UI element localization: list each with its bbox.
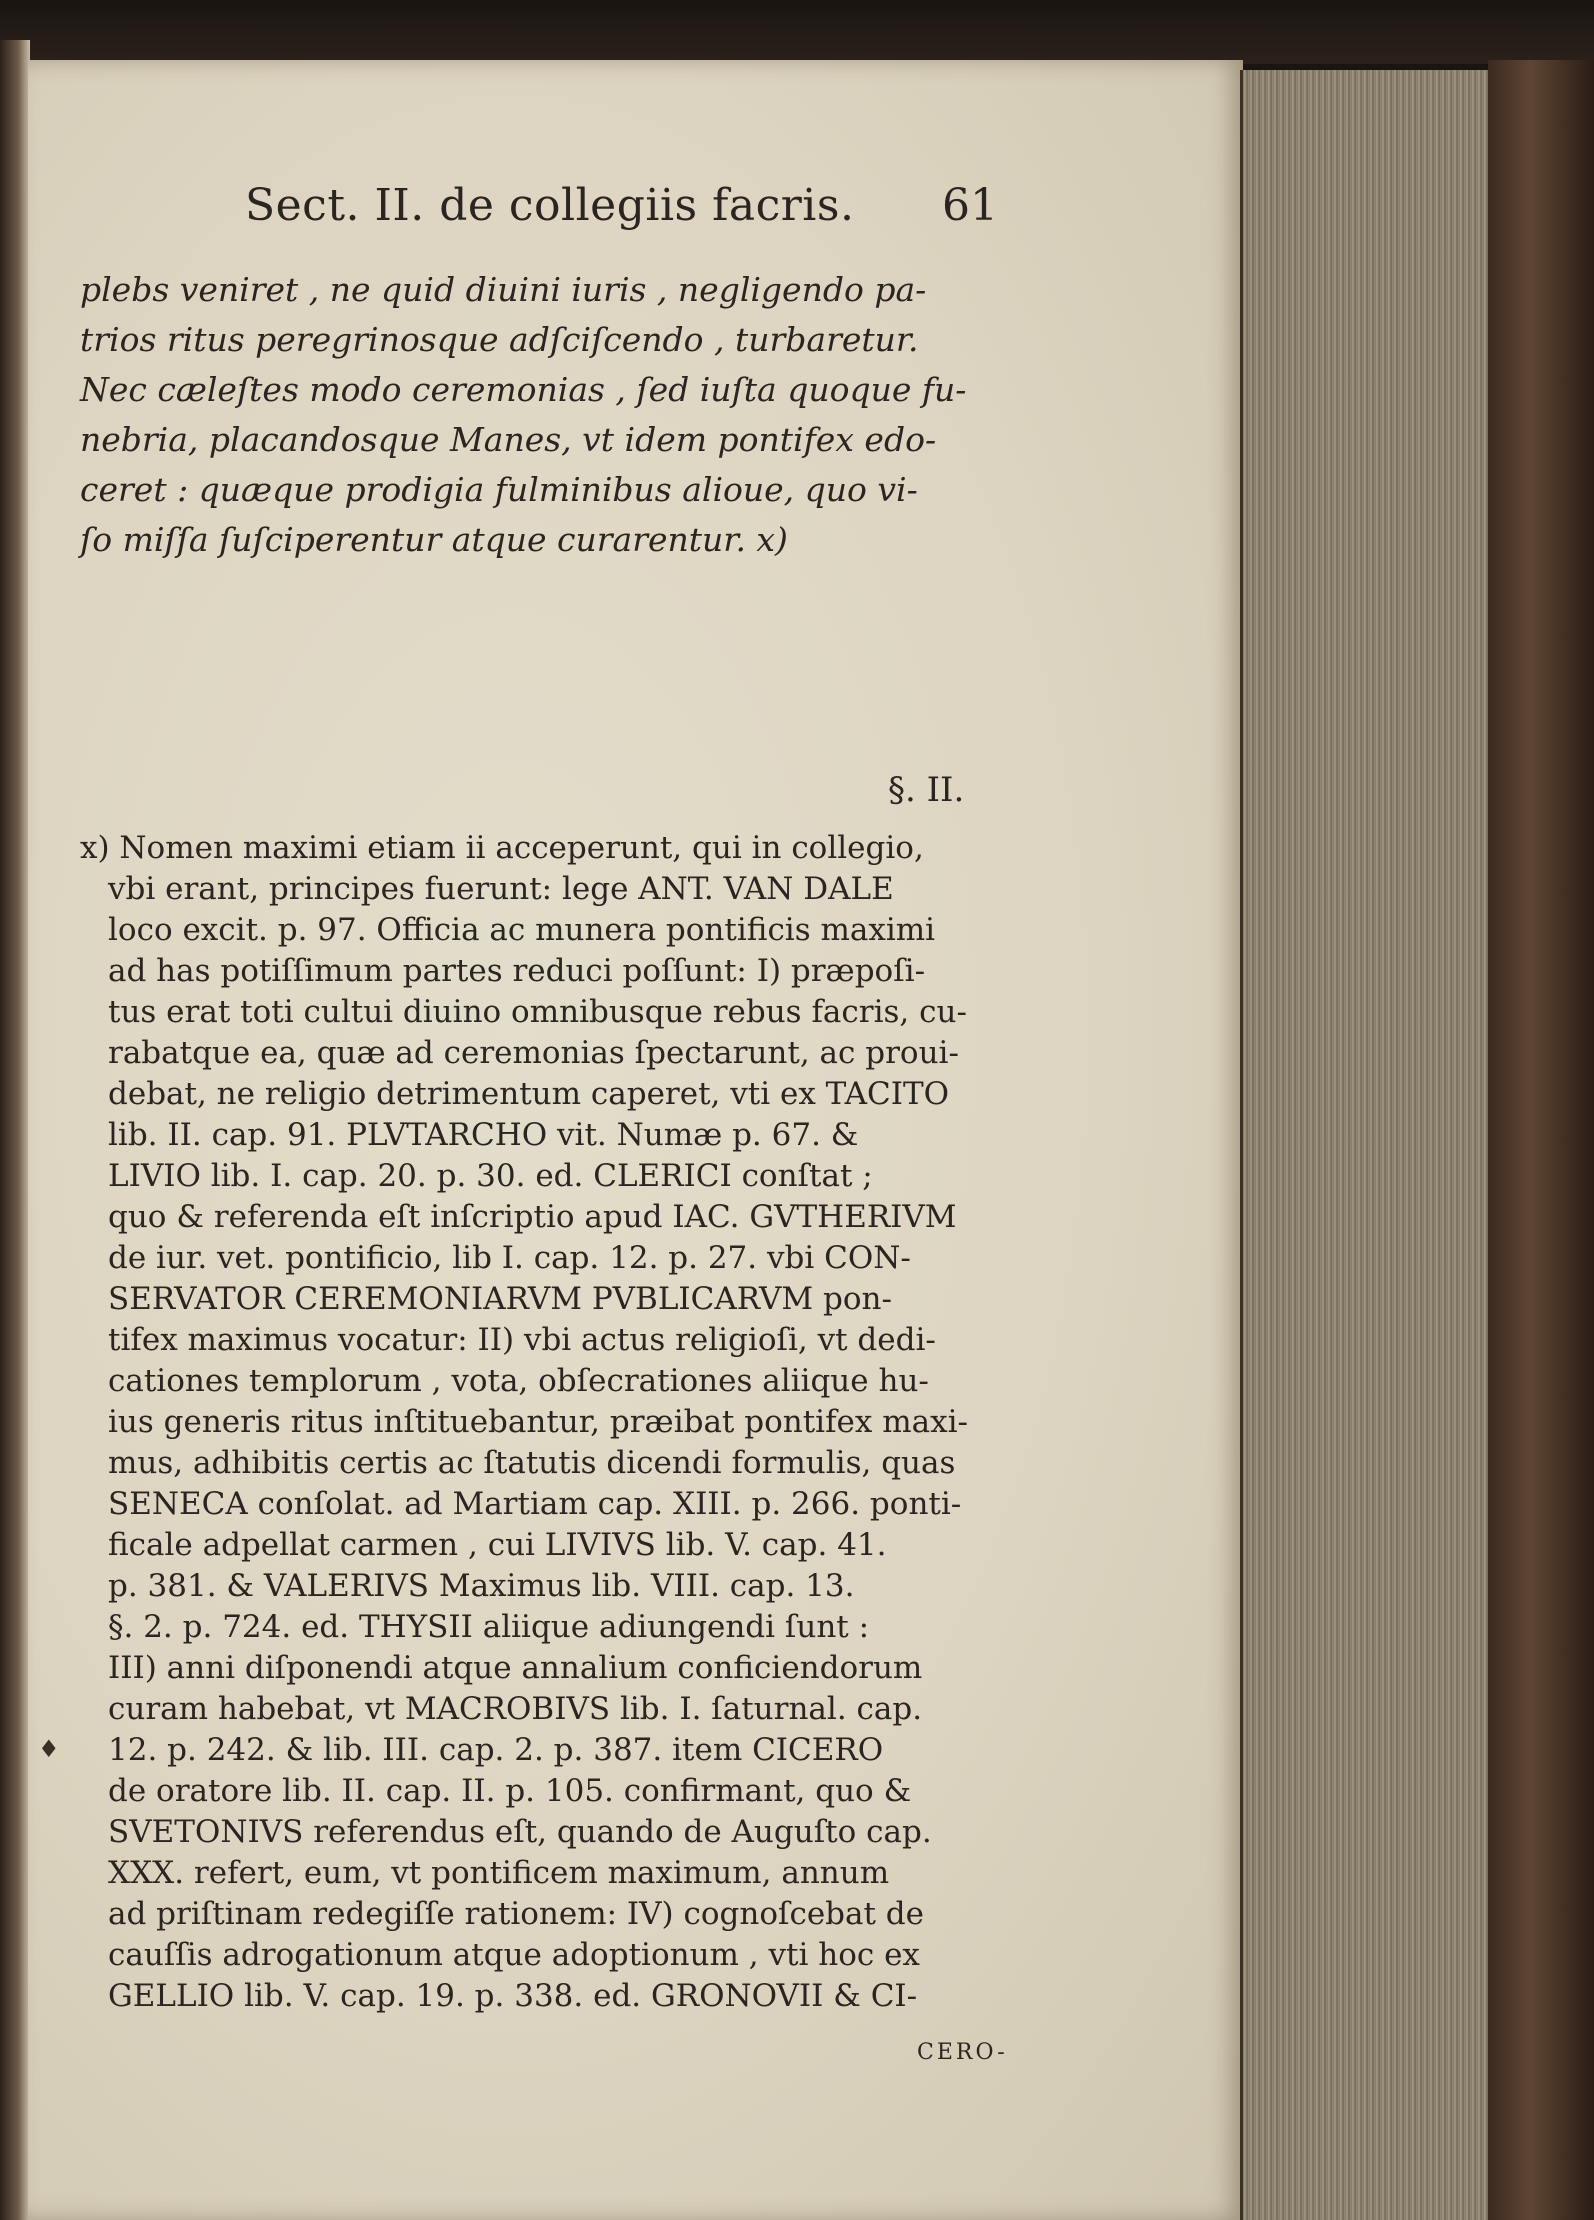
footnote-line: vbi erant, principes fuerunt: lege ANT. VAN DALE [108, 871, 894, 907]
footnote-line: de iur. vet. pontificio, lib I. cap. 12. p. 27. vbi CON- [108, 1240, 911, 1276]
section-heading: §. II. [888, 770, 965, 810]
page-stack-edge [1240, 70, 1491, 2220]
text-line: Nec cæleſtes modo ceremonias , ſed iuſta quoque fu- [80, 370, 967, 409]
footnote-line: lib. II. cap. 91. PLVTARCHO vit. Numæ p. 67. & [108, 1117, 859, 1153]
margin-mark: ♦ [38, 1735, 60, 1763]
footnote-line: ad priſtinam redegiſſe rationem: IV) cognoſcebat de [108, 1896, 924, 1932]
footnote-line: x) Nomen maximi etiam ii acceperunt, qui in collegio, [80, 830, 924, 866]
footnote-line: SENECA conſolat. ad Martiam cap. XIII. p. 266. ponti- [108, 1486, 962, 1522]
running-header [80, 180, 1040, 250]
text-line: nebria, placandosque Manes, vt idem pontifex edo- [80, 420, 937, 459]
footnote-line: tus erat toti cultui diuino omnibusque rebus facris, cu- [108, 994, 967, 1030]
footnote-line: cationes templorum , vota, obſecrationes aliique hu- [108, 1363, 929, 1399]
footnote-line: ius generis ritus inſtituebantur, præibat pontifex maxi- [108, 1404, 968, 1440]
footnote-line: cauſſis adrogationum atque adoptionum , vti hoc ex [108, 1937, 920, 1973]
footnote-line: GELLIO lib. V. cap. 19. p. 338. ed. GRONOVII & CI- [108, 1978, 918, 2014]
book-top-shadow [0, 0, 1594, 64]
facing-page-edge [0, 40, 30, 2220]
text-line: trios ritus peregrinosque adſciſcendo , turbaretur. [80, 320, 919, 359]
footnote-line: curam habebat, vt MACROBIVS lib. I. ſaturnal. cap. [108, 1691, 923, 1727]
footnote-line: §. 2. p. 724. ed. THYSII aliique adiungendi ſunt : [108, 1609, 870, 1645]
footnote-line: loco excit. p. 97. Officia ac munera pontificis maximi [108, 912, 936, 948]
footnote-line: SVETONIVS referendus eſt, quando de Auguſto cap. [108, 1814, 932, 1850]
footnote-line: de oratore lib. II. cap. II. p. 105. confirmant, quo & [108, 1773, 912, 1809]
catchword: CERO- [917, 2040, 1008, 2065]
footnote-line: ad has potiſſimum partes reduci poſſunt: I) præpoſi- [108, 953, 926, 989]
text-line: ceret : quæque prodigia fulminibus alioue, quo vi- [80, 470, 918, 509]
footnote-line: III) anni diſponendi atque annalium conficiendorum [108, 1650, 923, 1686]
page-number: 61 [942, 180, 998, 231]
text-line: ſo miſſa ſuſciperentur atque curarentur. x) [80, 520, 788, 559]
running-title: Sect. II. de collegiis facris. [245, 180, 855, 231]
footnote-line: ficale adpellat carmen , cui LIVIVS lib. V. cap. 41. [108, 1527, 887, 1563]
footnote-line: debat, ne religio detrimentum caperet, vti ex TACITO [108, 1076, 950, 1112]
footnote-line: mus, adhibitis certis ac ſtatutis dicendi formulis, quas [108, 1445, 956, 1481]
footnote-line: SERVATOR CEREMONIARVM PVBLICARVM pon- [108, 1281, 892, 1317]
text-line: plebs veniret , ne quid diuini iuris , negligendo pa- [80, 270, 927, 309]
footnote-line: tifex maximus vocatur: II) vbi actus religioſi, vt dedi- [108, 1322, 936, 1358]
book-cover-edge [1488, 60, 1594, 2220]
footnote-line: p. 381. & VALERIVS Maximus lib. VIII. cap. 13. [108, 1568, 855, 1604]
footnote-line: LIVIO lib. I. cap. 20. p. 30. ed. CLERICI conſtat ; [108, 1158, 873, 1194]
footnote-line: rabatque ea, quæ ad ceremonias ſpectarunt, ac proui- [108, 1035, 959, 1071]
footnote-line: 12. p. 242. & lib. III. cap. 2. p. 387. item CICERO [108, 1732, 884, 1768]
footnote-line: XXX. refert, eum, vt pontificem maximum, annum [108, 1855, 890, 1891]
footnote-line: quo & referenda eſt inſcriptio apud IAC. GVTHERIVM [108, 1199, 957, 1235]
